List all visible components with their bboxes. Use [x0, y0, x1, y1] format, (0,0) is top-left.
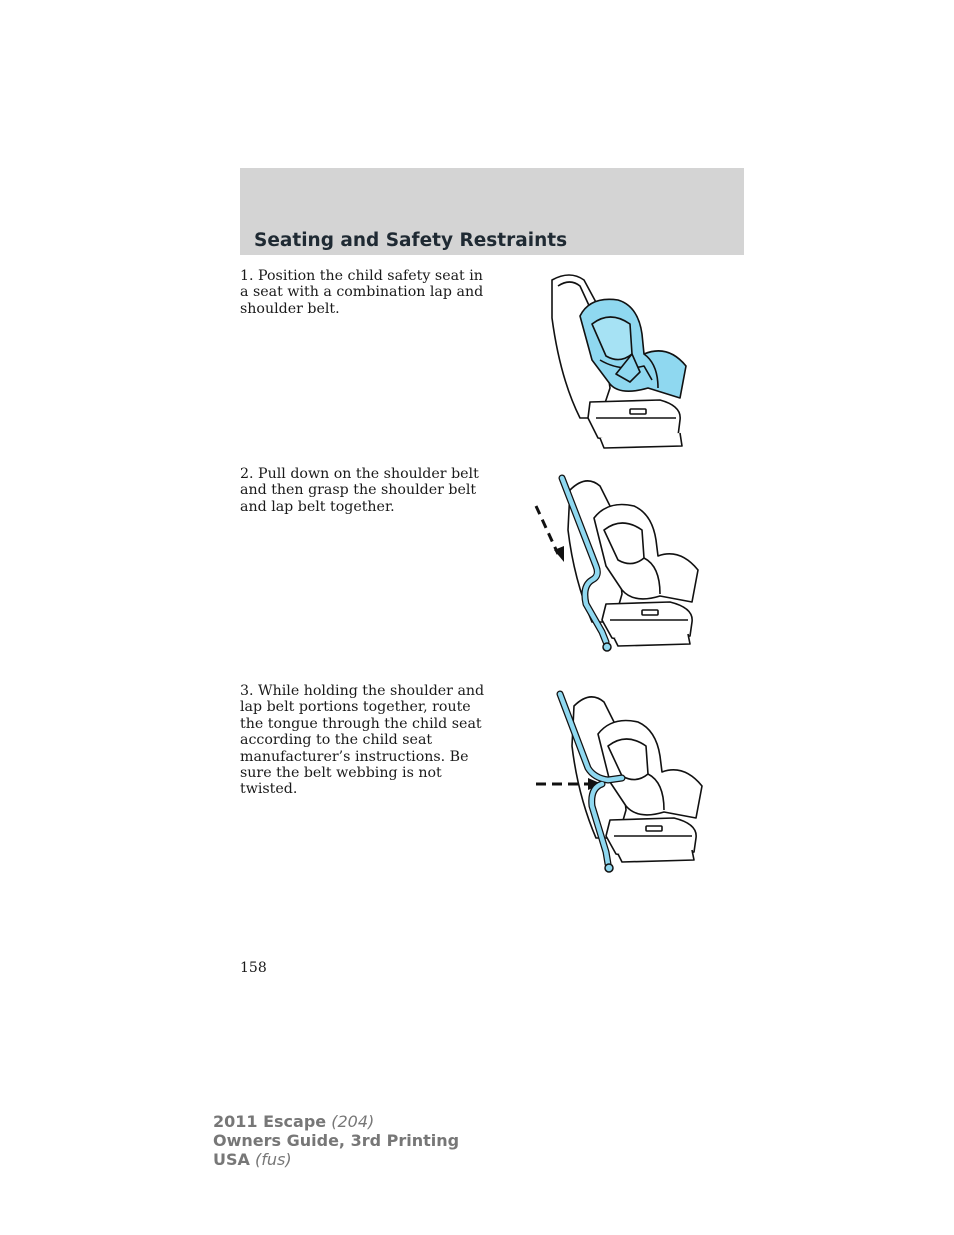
footer-model: 2011 Escape [213, 1112, 327, 1131]
footer-region: USA [213, 1150, 250, 1169]
page-number: 158 [240, 960, 267, 976]
section-title: Seating and Safety Restraints [254, 230, 568, 251]
footer-line-3 [213, 1150, 459, 1169]
route-tongue-illustration [530, 688, 715, 878]
footer-guide-edition: Owners Guide, 3rd Printing [213, 1131, 460, 1150]
pull-belt-illustration [530, 470, 710, 660]
document-footer [213, 1112, 459, 1169]
footer-line-1 [213, 1112, 459, 1131]
footer-region-code: (fus) [255, 1150, 292, 1169]
step-3-text: 3. While holding the shoulder and lap belt portions together, route the tongue through the child seat according to the child seat manufacturer’s instructions. Be sure the belt webbing is not twisted. [240, 683, 485, 798]
footer-model-code: (204) [331, 1112, 375, 1131]
step-1-text: 1. Position the child safety seat in a seat with a combination lap and shoulder belt. [240, 268, 484, 317]
step-2-text: 2. Pull down on the shoulder belt and then grasp the shoulder belt and lap belt together. [240, 466, 479, 515]
footer-line-2 [213, 1131, 459, 1150]
child-seat-illustration [540, 268, 700, 453]
section-header-band [240, 168, 744, 255]
